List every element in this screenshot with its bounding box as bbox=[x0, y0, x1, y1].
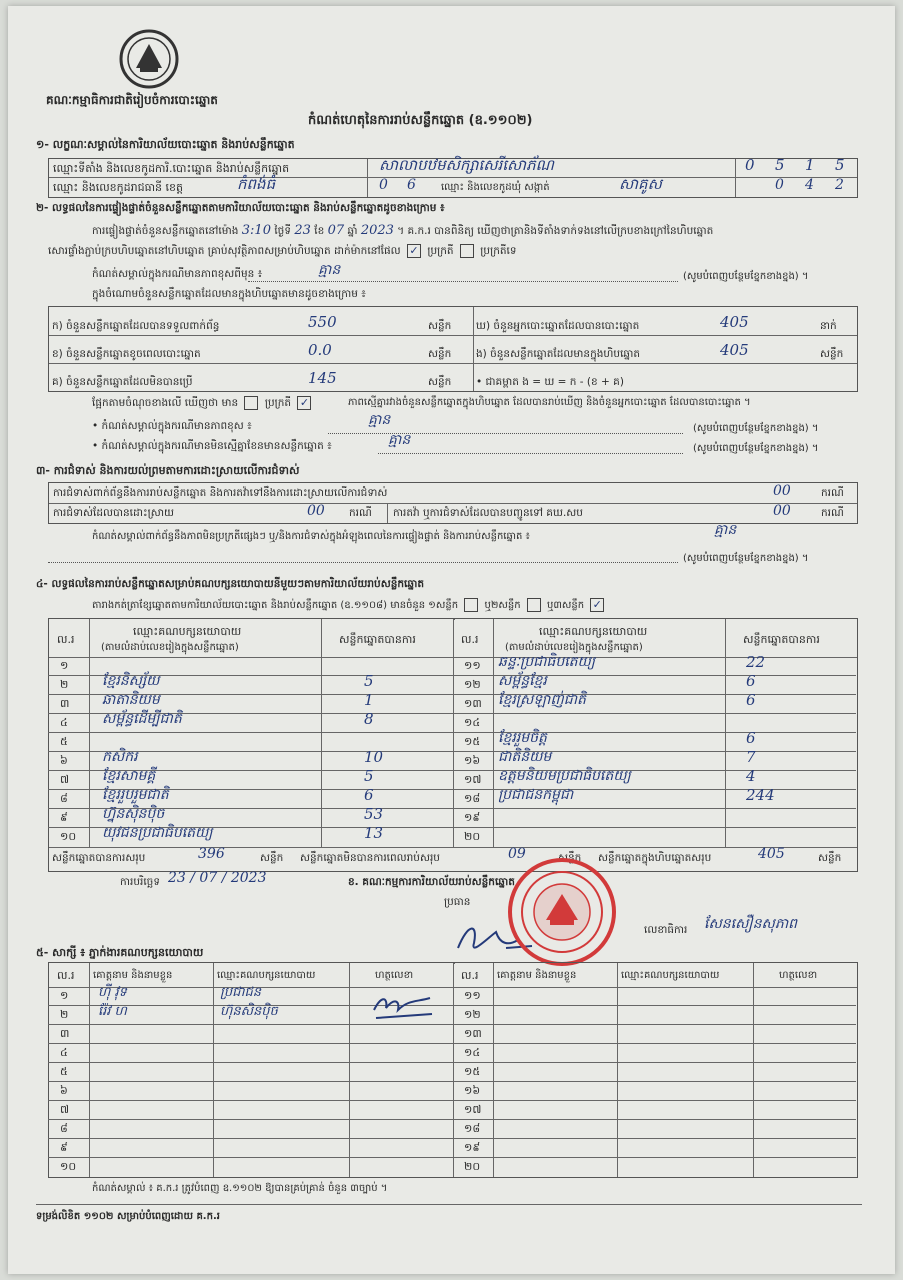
seal-line: សោរផ្ទាំងភ្ជាប់ក្របហិបឆ្នោតនៅហិបឆ្នោត គ្រាប់សុវត្ថិភាពសម្រាប់ហិបឆ្នោត ដាក់ម៉ាកនៅផែល bbox=[48, 245, 401, 257]
verify-prefix: ការផ្ទៀងផ្ទាត់ចំនួនសន្លឹកឆ្នោតនៅម៉ោង bbox=[92, 225, 239, 237]
col-party-sub-right: (តាមលំដាប់លេខរៀងក្នុងសន្លឹកឆ្នោត) bbox=[505, 642, 643, 653]
not-ok-label: ប្រក្រតីទេ bbox=[480, 245, 517, 257]
vote-count-left: 1 bbox=[364, 691, 374, 709]
vote-count-right: 6 bbox=[746, 691, 756, 709]
witness-no-right: ២០ bbox=[464, 1160, 481, 1173]
location-code bbox=[739, 156, 857, 177]
vote-no-right: ១៩ bbox=[464, 811, 481, 824]
province-code-0: 0 bbox=[379, 177, 388, 193]
vote-no-left: ៧ bbox=[60, 773, 70, 786]
vote-row-divider bbox=[48, 751, 856, 752]
w-col-sign-right: ហត្ថលេខា bbox=[779, 970, 818, 981]
count-left-unit: សន្លឹក bbox=[428, 348, 452, 360]
col-party-left: ឈ្មោះគណបក្សនយោបាយ bbox=[133, 625, 242, 638]
note2-label: • កំណត់សម្គាល់ក្នុងករណីមានភាពខុស ៖ bbox=[92, 420, 252, 432]
vote-party-right: ជាតិនិយម bbox=[498, 749, 552, 765]
vote-party-left: ខ្មែរសាមគ្គី bbox=[102, 768, 156, 784]
col-party-right: ឈ្មោះគណបក្សនយោបាយ bbox=[539, 625, 648, 638]
witness-no-left: ៦ bbox=[60, 1084, 68, 1097]
invalid-total-value: 09 bbox=[508, 846, 526, 862]
witness-no-left: ៣ bbox=[60, 1027, 70, 1040]
vote-no-left: ៣ bbox=[60, 697, 70, 710]
count-committee-label: ខ. គណៈកម្មការការិយាល័យរាប់សន្លឹកឆ្នោត bbox=[348, 876, 515, 888]
count-left-label: ក) ចំនួនសន្លឹកឆ្នោតដែលបានទទួលពាក់ព័ន្ធ bbox=[52, 320, 220, 332]
section1-heading: ១- លក្ខណៈសម្គាល់នៃការិយាល័យបោះឆ្នោត និងរាប់សន្លឹកឆ្នោត bbox=[36, 138, 295, 151]
count-left-value: 145 bbox=[308, 369, 337, 387]
code-digit: 0 bbox=[745, 156, 755, 174]
objection-row2-mid-value: 00 bbox=[773, 503, 791, 519]
commune-code-2: 2 bbox=[835, 177, 844, 193]
invalid-total-label: សន្លឹកឆ្នោតមិនបានការពេលរាប់សរុប bbox=[300, 852, 440, 864]
witness-no-right: ១៦ bbox=[464, 1084, 481, 1097]
note2-value: គ្មាន bbox=[368, 412, 391, 428]
vote-party-right: ខ្មែររួមចិត្ត bbox=[498, 730, 547, 746]
vote-no-right: ១៨ bbox=[464, 792, 481, 805]
date-value: 23 / 07 / 2023 bbox=[168, 870, 267, 886]
verify-year: 2023 bbox=[360, 223, 394, 238]
compare-no-checkbox[interactable] bbox=[244, 396, 258, 410]
section1-table bbox=[48, 158, 858, 198]
vote-count-left: 6 bbox=[364, 786, 374, 804]
valid-total-unit: សន្លឹក bbox=[260, 852, 284, 864]
vote-row-divider bbox=[48, 732, 856, 733]
vote-party-right: ខ្មែរស្រឡាញ់ជាតិ bbox=[498, 692, 586, 708]
vote-no-left: ១ bbox=[60, 659, 69, 672]
verify-month: 07 bbox=[327, 223, 345, 238]
witness-row-divider bbox=[48, 1005, 856, 1006]
form-footer: ទម្រង់លិខិត ១១០២ សម្រាប់បំពេញដោយ គ.ក.រ bbox=[36, 1211, 220, 1222]
day-label: ថ្ងៃទី bbox=[274, 225, 291, 237]
witness-no-right: ១៩ bbox=[464, 1141, 481, 1154]
valid-total-value: 396 bbox=[198, 846, 225, 862]
vote-row-divider bbox=[48, 808, 856, 809]
witness-row-divider bbox=[48, 1138, 856, 1139]
objection-row2-label: ការជំទាស់ដែលបានដោះស្រាយ bbox=[53, 507, 175, 519]
vote-party-left: ហ្វ៊ុនស៊ិនប៉ិច bbox=[102, 806, 165, 822]
col-no-left: ល.រ bbox=[57, 633, 75, 646]
w-col-sign-left: ហត្ថលេខា bbox=[375, 970, 414, 981]
vote-party-right: ឧត្តមនិយមប្រជាធិបតេយ្យ bbox=[498, 768, 631, 784]
nec-emblem-logo bbox=[118, 28, 180, 90]
vote-party-left: ឆាតានិយម bbox=[102, 692, 160, 708]
note3-value: គ្មាន bbox=[388, 432, 411, 448]
witness-no-left: ៥ bbox=[60, 1065, 68, 1078]
witness-row-divider bbox=[48, 1081, 856, 1082]
count-right-unit: នាក់ bbox=[820, 320, 837, 332]
section4-subline bbox=[92, 598, 607, 612]
subline-text: តារាងកត់ត្រាខ្សែឆ្នោតតាមការិយាល័យបោះឆ្នោត និងរាប់សន្លឹកឆ្នោត (ឧ.១១០៨) មានចំនួន ១សន្លឹក bbox=[92, 600, 459, 611]
count-left-label: ខ) ចំនួនសន្លឹកឆ្នោតខូចពេលបោះឆ្នោត bbox=[52, 348, 201, 360]
count-right-label: ឃ) ចំនួនអ្នកបោះឆ្នោតដែលបានបោះឆ្នោត bbox=[476, 320, 640, 332]
witness-no-right: ១៤ bbox=[464, 1046, 481, 1059]
vote-row-divider bbox=[48, 789, 856, 790]
witness-no-right: ១៧ bbox=[464, 1103, 482, 1116]
one-sheet-checkbox[interactable] bbox=[464, 598, 478, 612]
commune-label: ឈ្មោះ និងលេខកូដឃុំ សង្កាត់ bbox=[441, 182, 550, 193]
count-right-label: • ជាគម្ពាត ង = ឃ = ក - (ខ + គ) bbox=[476, 376, 624, 388]
objection-row1-label: ការជំទាស់ពាក់ព័ន្ធនឹងការរាប់សន្លឹកឆ្នោត និងការតវ៉ាទៅនឹងការដោះស្រាយលើការជំទាស់ bbox=[53, 487, 388, 499]
compare-text: ភាពស្មើគ្នារវាងចំនួនសន្លឹកឆ្នោតក្នុងហិបឆ្នោត ដែលបានរាប់ឃើញ និងចំនួនអ្នកបោះឆ្នោត ដែលបានបោះឆ្នោត ។ bbox=[348, 397, 751, 408]
count-left-unit: សន្លឹក bbox=[428, 320, 452, 332]
vote-no-right: ១៤ bbox=[464, 716, 481, 729]
commune-code-0: 0 bbox=[775, 177, 784, 193]
box-total-label: សន្លឹកឆ្នោតក្នុងហិបឆ្នោតសរុប bbox=[598, 852, 712, 864]
objection-row1-value: 00 bbox=[773, 483, 791, 499]
vote-no-left: ៥ bbox=[60, 735, 68, 748]
verify-suffix: ។ គ.ក.រ បានពិនិត្យ ឃើញថាត្រានិងទីតាំងទាក់ទងនៅលើក្របខាងក្រៅនៃហិបឆ្នោត bbox=[397, 225, 714, 237]
form-title: កំណត់ហេតុនៃការរាប់សន្លឹកឆ្នោត (ឧ.១១០២) bbox=[308, 113, 533, 128]
three-sheet-label: ឬ៣សន្លឹក bbox=[546, 600, 585, 611]
w-col-name-left: គោត្តនាម និងនាមខ្លួន bbox=[93, 970, 173, 981]
code-digit: 5 bbox=[775, 156, 785, 174]
vote-count-left: 5 bbox=[364, 672, 374, 690]
compare-line bbox=[92, 396, 314, 410]
province-code-1: 6 bbox=[407, 177, 416, 193]
section3-note-value: គ្មាន bbox=[714, 522, 737, 538]
month-label: ខែ bbox=[314, 225, 325, 237]
chair-label: ប្រធាន bbox=[444, 896, 471, 908]
count-left-value: 0.0 bbox=[308, 341, 332, 359]
witness-name: រ៉ែវ ហ bbox=[98, 1004, 127, 1019]
ok-checkbox[interactable]: ✓ bbox=[407, 244, 421, 258]
seal-note-label: កំណត់សម្គាល់ក្នុងករណីមានភាពខុសពីមុន ៖ bbox=[92, 268, 263, 280]
note3-line bbox=[378, 453, 683, 454]
witness-no-right: ១១ bbox=[464, 989, 481, 1002]
vote-count-left: 13 bbox=[364, 824, 384, 842]
form-sheet bbox=[8, 6, 895, 1274]
vote-count-right: 244 bbox=[746, 786, 775, 804]
witness-no-left: ៩ bbox=[60, 1141, 68, 1154]
verify-day: 23 bbox=[294, 223, 311, 238]
vote-party-left: យុវជនប្រជាធិបតេយ្យ bbox=[102, 825, 213, 841]
count-right-label: ង) ចំនួនសន្លឹកឆ្នោតដែលមានក្នុងហិបឆ្នោត bbox=[476, 348, 641, 360]
w-col-no-left: ល.រ bbox=[57, 969, 75, 982]
count-left-unit: សន្លឹក bbox=[428, 376, 452, 388]
vote-party-right: សម្ព័ន្ធខ្មែរ bbox=[498, 673, 547, 689]
secretary-name: សែនសឿនសុភាព bbox=[704, 916, 798, 932]
witness-row-divider bbox=[48, 1062, 856, 1063]
vote-no-right: ១៣ bbox=[464, 697, 482, 710]
witness-row-divider bbox=[48, 1024, 856, 1025]
section4-heading: ៤- លទ្ធផលនៃការរាប់សន្លឹកឆ្នោតសម្រាប់គណបក្សនយោបាយនីមួយៗតាមការិយាល័យរាប់សន្លឹកឆ្នោត bbox=[36, 578, 425, 590]
location-label: ឈ្មោះទីតាំង និងលេខកូដការិ.បោះឆ្នោត និងរាប់សន្លឹកឆ្នោត bbox=[53, 162, 290, 175]
three-sheet-checkbox[interactable]: ✓ bbox=[590, 598, 604, 612]
vote-no-left: ៩ bbox=[60, 811, 68, 824]
compare-match-label: ប្រក្រតី bbox=[264, 397, 292, 409]
location-value: សាលាបឋមសិក្សាសេរីសោភ័ណ bbox=[379, 156, 554, 174]
section3-note-label: កំណត់សម្គាល់ពាក់ព័ន្ធនឹងភាពមិនប្រក្រតីផ្សេងៗ ឬ/និងការជំទាស់ក្នុងអំឡុងពេលនៃការផ្ទៀងផ្ទាត់ និងការរាប់សន្លឹកឆ្នោត ៖ bbox=[92, 531, 530, 542]
vote-no-left: ១០ bbox=[60, 830, 77, 843]
witness-name: ហ៊ី វុទ bbox=[98, 985, 127, 1000]
province-label: ឈ្មោះ និងលេខកូដរាជធានី ខេត្ត bbox=[53, 181, 183, 194]
objection-row1-unit: ករណី bbox=[821, 487, 844, 499]
count-left-label: គ) ចំនួនសន្លឹកឆ្នោតដែលមិនបានប្រើ bbox=[52, 376, 193, 388]
count-right-value: 405 bbox=[720, 313, 749, 331]
commune-value: សាគូស bbox=[619, 175, 662, 193]
secretary-label: លេខាធិការ bbox=[644, 924, 688, 936]
w-col-name-right: គោត្តនាម និងនាមខ្លួន bbox=[497, 970, 577, 981]
note3-label: • កំណត់សម្គាល់ក្នុងករណីមានមិនស្មើគ្នាខែនមានសន្លឹកឆ្នោត ៖ bbox=[92, 440, 332, 452]
w-col-no-right: ល.រ bbox=[461, 969, 479, 982]
col-no-right: ល.រ bbox=[461, 633, 479, 646]
vote-row-divider bbox=[48, 675, 856, 676]
vote-party-right: ឆន្ទៈប្រជាធិបតេយ្យ bbox=[498, 654, 596, 670]
vote-count-left: 8 bbox=[364, 710, 374, 728]
vote-no-left: ៨ bbox=[60, 792, 68, 805]
box-total-unit: សន្លឹក bbox=[818, 852, 842, 864]
witness-no-left: ៨ bbox=[60, 1122, 68, 1135]
fill-hint-2: (សូមបំពេញបន្ថែមខ្នែកខាងខ្នង) ។ bbox=[693, 423, 819, 434]
witness-row-divider bbox=[48, 1043, 856, 1044]
vote-no-right: ១៦ bbox=[464, 754, 481, 767]
col-votes-right: សន្លឹកឆ្នោតបានការ bbox=[743, 633, 820, 646]
vote-row-divider bbox=[48, 770, 856, 771]
witness-row-divider bbox=[48, 1119, 856, 1120]
valid-total-label: សន្លឹកឆ្នោតបានការសរុប bbox=[52, 852, 146, 864]
col-party-sub-left: (តាមលំដាប់លេខរៀងក្នុងសន្លឹកឆ្នោត) bbox=[101, 642, 239, 653]
vote-count-left: 53 bbox=[364, 805, 384, 823]
vote-party-left: ខ្មែររួបរួមជាតិ bbox=[102, 787, 169, 803]
not-ok-checkbox[interactable] bbox=[460, 244, 474, 258]
witness-no-left: ៤ bbox=[60, 1046, 68, 1059]
vote-party-right: ប្រជាជនកម្ពុជា bbox=[498, 787, 574, 803]
fill-hint-4: (សូមបំពេញបន្ថែមខ្នែកខាងខ្នង) ។ bbox=[683, 553, 809, 564]
objection-row2-mid-unit: ករណី bbox=[821, 507, 844, 519]
witness-no-right: ១២ bbox=[464, 1008, 481, 1021]
vote-count-left: 10 bbox=[364, 748, 384, 766]
section3-heading: ៣- ការជំទាស់ និងការយល់ព្រមតាមការដោះស្រាយលើការជំទាស់ bbox=[36, 464, 300, 477]
two-sheet-checkbox[interactable] bbox=[527, 598, 541, 612]
date-label: ការបរិច្ឆេទ bbox=[120, 876, 160, 888]
witness-no-right: ១៨ bbox=[464, 1122, 481, 1135]
verify-line-2 bbox=[48, 244, 517, 258]
vote-no-right: ១១ bbox=[464, 659, 481, 672]
commune-code-1: 4 bbox=[805, 177, 814, 193]
official-stamp bbox=[506, 856, 618, 968]
col-votes-left: សន្លឹកឆ្នោតបានការ bbox=[339, 633, 416, 646]
compare-prefix: ផ្អែកតាមចំណុចខាងលើ ឃើញថា មាន bbox=[92, 397, 239, 409]
fill-hint-1: (សូមបំពេញបន្ថែមខ្នែកខាងខ្នង) ។ bbox=[683, 271, 809, 282]
vote-no-left: ៤ bbox=[60, 716, 68, 729]
witness-no-right: ១៣ bbox=[464, 1027, 482, 1040]
witness-table bbox=[48, 962, 858, 1178]
witness-party: ប្រជាជន bbox=[220, 985, 262, 1000]
witness-row-divider bbox=[48, 1157, 856, 1158]
footnote: កំណត់សម្គាល់ ៖ គ.ក.រ ត្រូវបំពេញ ឧ.១១០២ ឱ្យបានគ្រប់គ្រាន់ ចំនួន ៣ច្បាប់ ។ bbox=[92, 1183, 388, 1194]
verify-time: 3:10 bbox=[241, 223, 271, 238]
witness-no-left: ២ bbox=[60, 1008, 69, 1021]
count-right-unit: សន្លឹក bbox=[820, 348, 844, 360]
vote-no-left: ៦ bbox=[60, 754, 68, 767]
code-digit: 5 bbox=[835, 156, 845, 174]
w-col-party-right: ឈ្មោះគណបក្សនយោបាយ bbox=[621, 970, 720, 981]
invalid-total-unit: សន្លឹក bbox=[558, 852, 582, 864]
count-right-value: 405 bbox=[720, 341, 749, 359]
fill-hint-3: (សូមបំពេញបន្ថែមខ្នែកខាងខ្នង) ។ bbox=[693, 443, 819, 454]
two-sheet-label: ឬ២សន្លឹក bbox=[484, 600, 521, 611]
province-value: កំពង់ធំ bbox=[237, 175, 276, 193]
vote-no-left: ២ bbox=[60, 678, 69, 691]
objection-table bbox=[48, 482, 858, 524]
vote-count-right: 7 bbox=[746, 748, 756, 766]
section3-note-line bbox=[48, 562, 678, 563]
witness-no-left: ៧ bbox=[60, 1103, 70, 1116]
compare-yes-checkbox[interactable]: ✓ bbox=[297, 396, 311, 410]
witness-no-left: ១០ bbox=[60, 1160, 77, 1173]
vote-row-divider bbox=[48, 694, 856, 695]
witness-no-left: ១ bbox=[60, 989, 69, 1002]
vote-count-right: 6 bbox=[746, 729, 756, 747]
vote-count-left: 5 bbox=[364, 767, 374, 785]
vote-count-right: 22 bbox=[746, 653, 766, 671]
section2-heading: ២- លទ្ធផលនៃការផ្ទៀងផ្ទាត់ចំនួនសន្លឹកឆ្នោតតាមការិយាល័យបោះឆ្នោត និងរាប់សន្លឹកឆ្នោតដូចខាងក្រោម ៖ bbox=[36, 202, 445, 214]
vote-no-right: ១៧ bbox=[464, 773, 482, 786]
objection-row2-unit: ករណី bbox=[349, 507, 372, 519]
vote-party-left: សម្ព័ន្ធដើម្បីជាតិ bbox=[102, 711, 182, 727]
vote-no-right: ១៥ bbox=[464, 735, 481, 748]
vote-count-right: 4 bbox=[746, 767, 756, 785]
box-total-value: 405 bbox=[758, 846, 785, 862]
section5-heading: ៥- សាក្សី ៖ ភ្នាក់ងារគណបក្សនយោបាយ bbox=[36, 946, 204, 959]
w-col-party-left: ឈ្មោះគណបក្សនយោបាយ bbox=[217, 970, 316, 981]
count-left-value: 550 bbox=[308, 313, 337, 331]
ok-label: ប្រក្រតី bbox=[427, 245, 454, 257]
verify-line-1 bbox=[92, 224, 713, 238]
code-digit: 1 bbox=[805, 156, 815, 174]
committee-name: គណៈកម្មាធិការជាតិរៀបចំការបោះឆ្នោត bbox=[46, 93, 218, 107]
seal-note-line bbox=[248, 281, 678, 282]
witness-party: ហ៊ុនសិនប៉ិច bbox=[220, 1004, 278, 1019]
seal-note-value: គ្មាន bbox=[318, 262, 341, 278]
witness-signature bbox=[368, 990, 438, 1024]
witness-no-right: ១៥ bbox=[464, 1065, 481, 1078]
note2-line bbox=[328, 433, 683, 434]
objection-row2-value: 00 bbox=[307, 503, 325, 519]
vote-party-left: កសិករ bbox=[102, 749, 138, 765]
objection-row2-mid-label: ការតវ៉ា ឬការជំទាស់ដែលបានបញ្ជូនទៅ គឃ.សប bbox=[393, 507, 583, 519]
vote-count-right: 6 bbox=[746, 672, 756, 690]
year-label: ឆ្នាំ bbox=[347, 225, 358, 237]
vote-no-right: ១២ bbox=[464, 678, 481, 691]
vote-party-left: ខ្មែរនិស្ស័យ bbox=[102, 673, 160, 689]
witness-row-divider bbox=[48, 1100, 856, 1101]
ballot-intro: ក្នុងចំណោមចំនួនសន្លឹកឆ្នោតដែលមានក្នុងហិបឆ្នោតមានដូចខាងក្រោម ៖ bbox=[92, 288, 366, 300]
vote-no-right: ២០ bbox=[464, 830, 481, 843]
